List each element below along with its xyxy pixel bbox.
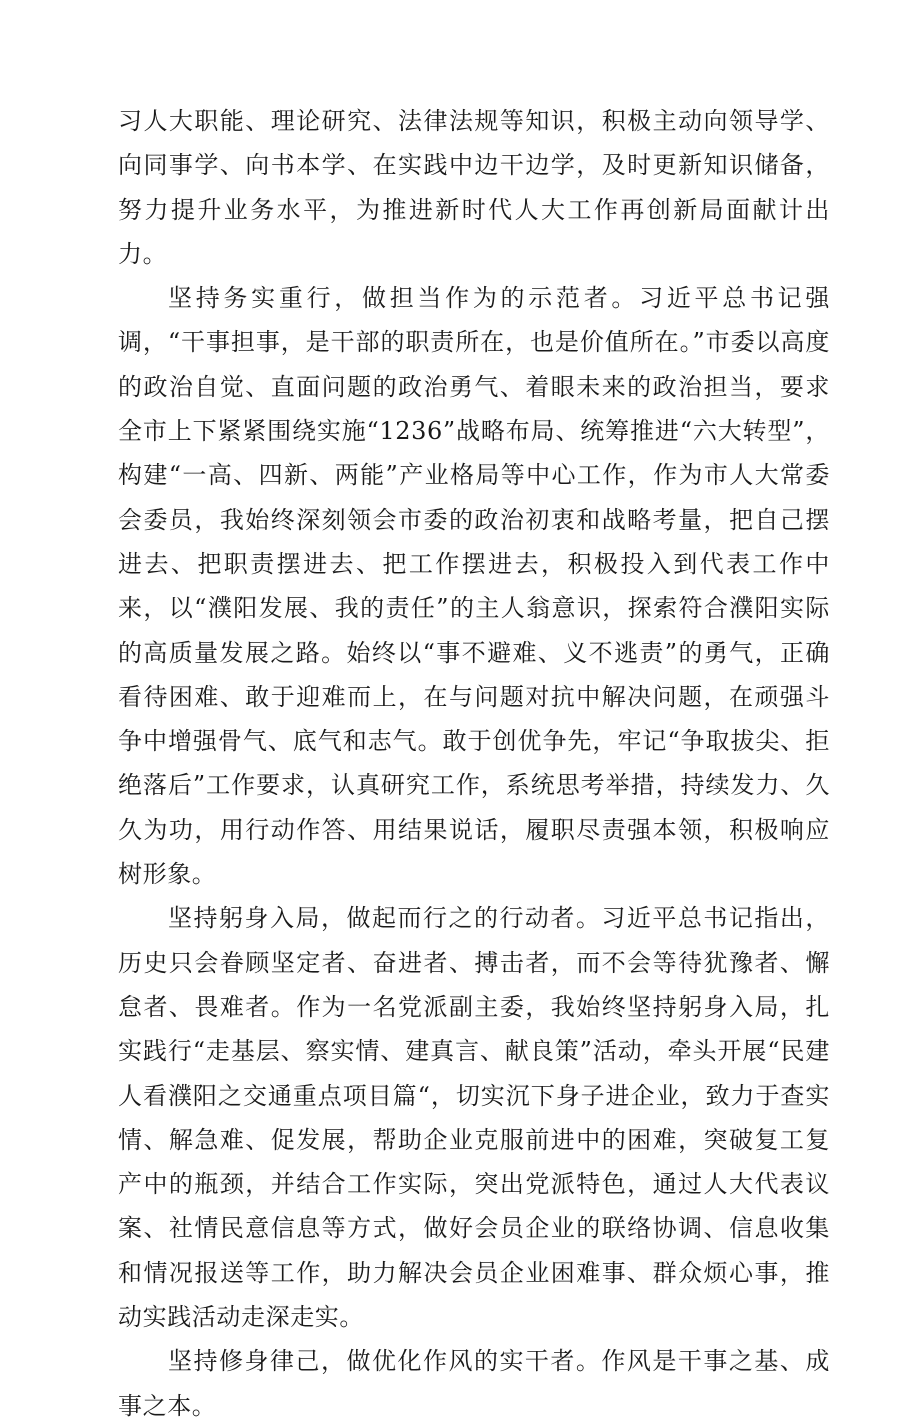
paragraph-self-discipline: 坚持修身律己，做优化作风的实干者。作风是干事之基、成事之本。 — [118, 1347, 830, 1420]
document-body — [118, 99, 830, 1428]
paragraph-practical-action: 坚持务实重行，做担当作为的示范者。习近平总书记强调，“干事担事，是干部的职责所在，也是价值所在。”市委以高度的政治自觉、直面问题的政治勇气、着眼未来的政治担当，要求全市上下紧紧围绕实施“1236”战略布局、统筹推进“六大转型”，构建“一高、四新、两能”产业格局等中心工作，作为市人大常委会委员，我始终深刻领会市委的政治初衷和战略考量，把自己摆进去、把职责摆进去、把工作摆进去，积极投入到代表工作中来，以“濮阳发展、我的责任”的主人翁意识，探索符合濮阳实际的高质量发展之路。始终以“事不避难、义不逃责”的勇气，正确看待困难、敢于迎难而上，在与问题对抗中解决问题，在顽强斗争中增强骨气、底气和志气。敢于创优争先，牢记“争取拔尖、拒绝落后”工作要求，认真研究工作，系统思考举措，持续发力、久久为功，用行动作答、用结果说话，履职尽责强本领，积极响应树形象。 — [118, 284, 830, 889]
paragraph-continuation: 习人大职能、理论研究、法律法规等知识，积极主动向领导学、向同事学、向书本学、在实践中边干边学，及时更新知识储备，努力提升业务水平，为推进新时代人大工作再创新局面献计出力。 — [118, 107, 830, 268]
paragraph-personal-involvement: 坚持躬身入局，做起而行之的行动者。习近平总书记指出，历史只会眷顾坚定者、奋进者、搏击者，而不会等待犹豫者、懈怠者、畏难者。作为一名党派副主委，我始终坚持躬身入局，扎实践行“走基层、察实情、建真言、献良策”活动，牵头开展“民建人看濮阳之交通重点项目篇“，切实沉下身子进企业，致力于查实情、解急难、促发展，帮助企业克服前进中的困难，突破复工复产中的瓶颈，并结合工作实际，突出党派特色，通过人大代表议案、社情民意信息等方式，做好会员企业的联络协调、信息收集和情况报送等工作，助力解决会员企业困难事、群众烦心事，推动实践活动走深走实。 — [118, 904, 830, 1332]
